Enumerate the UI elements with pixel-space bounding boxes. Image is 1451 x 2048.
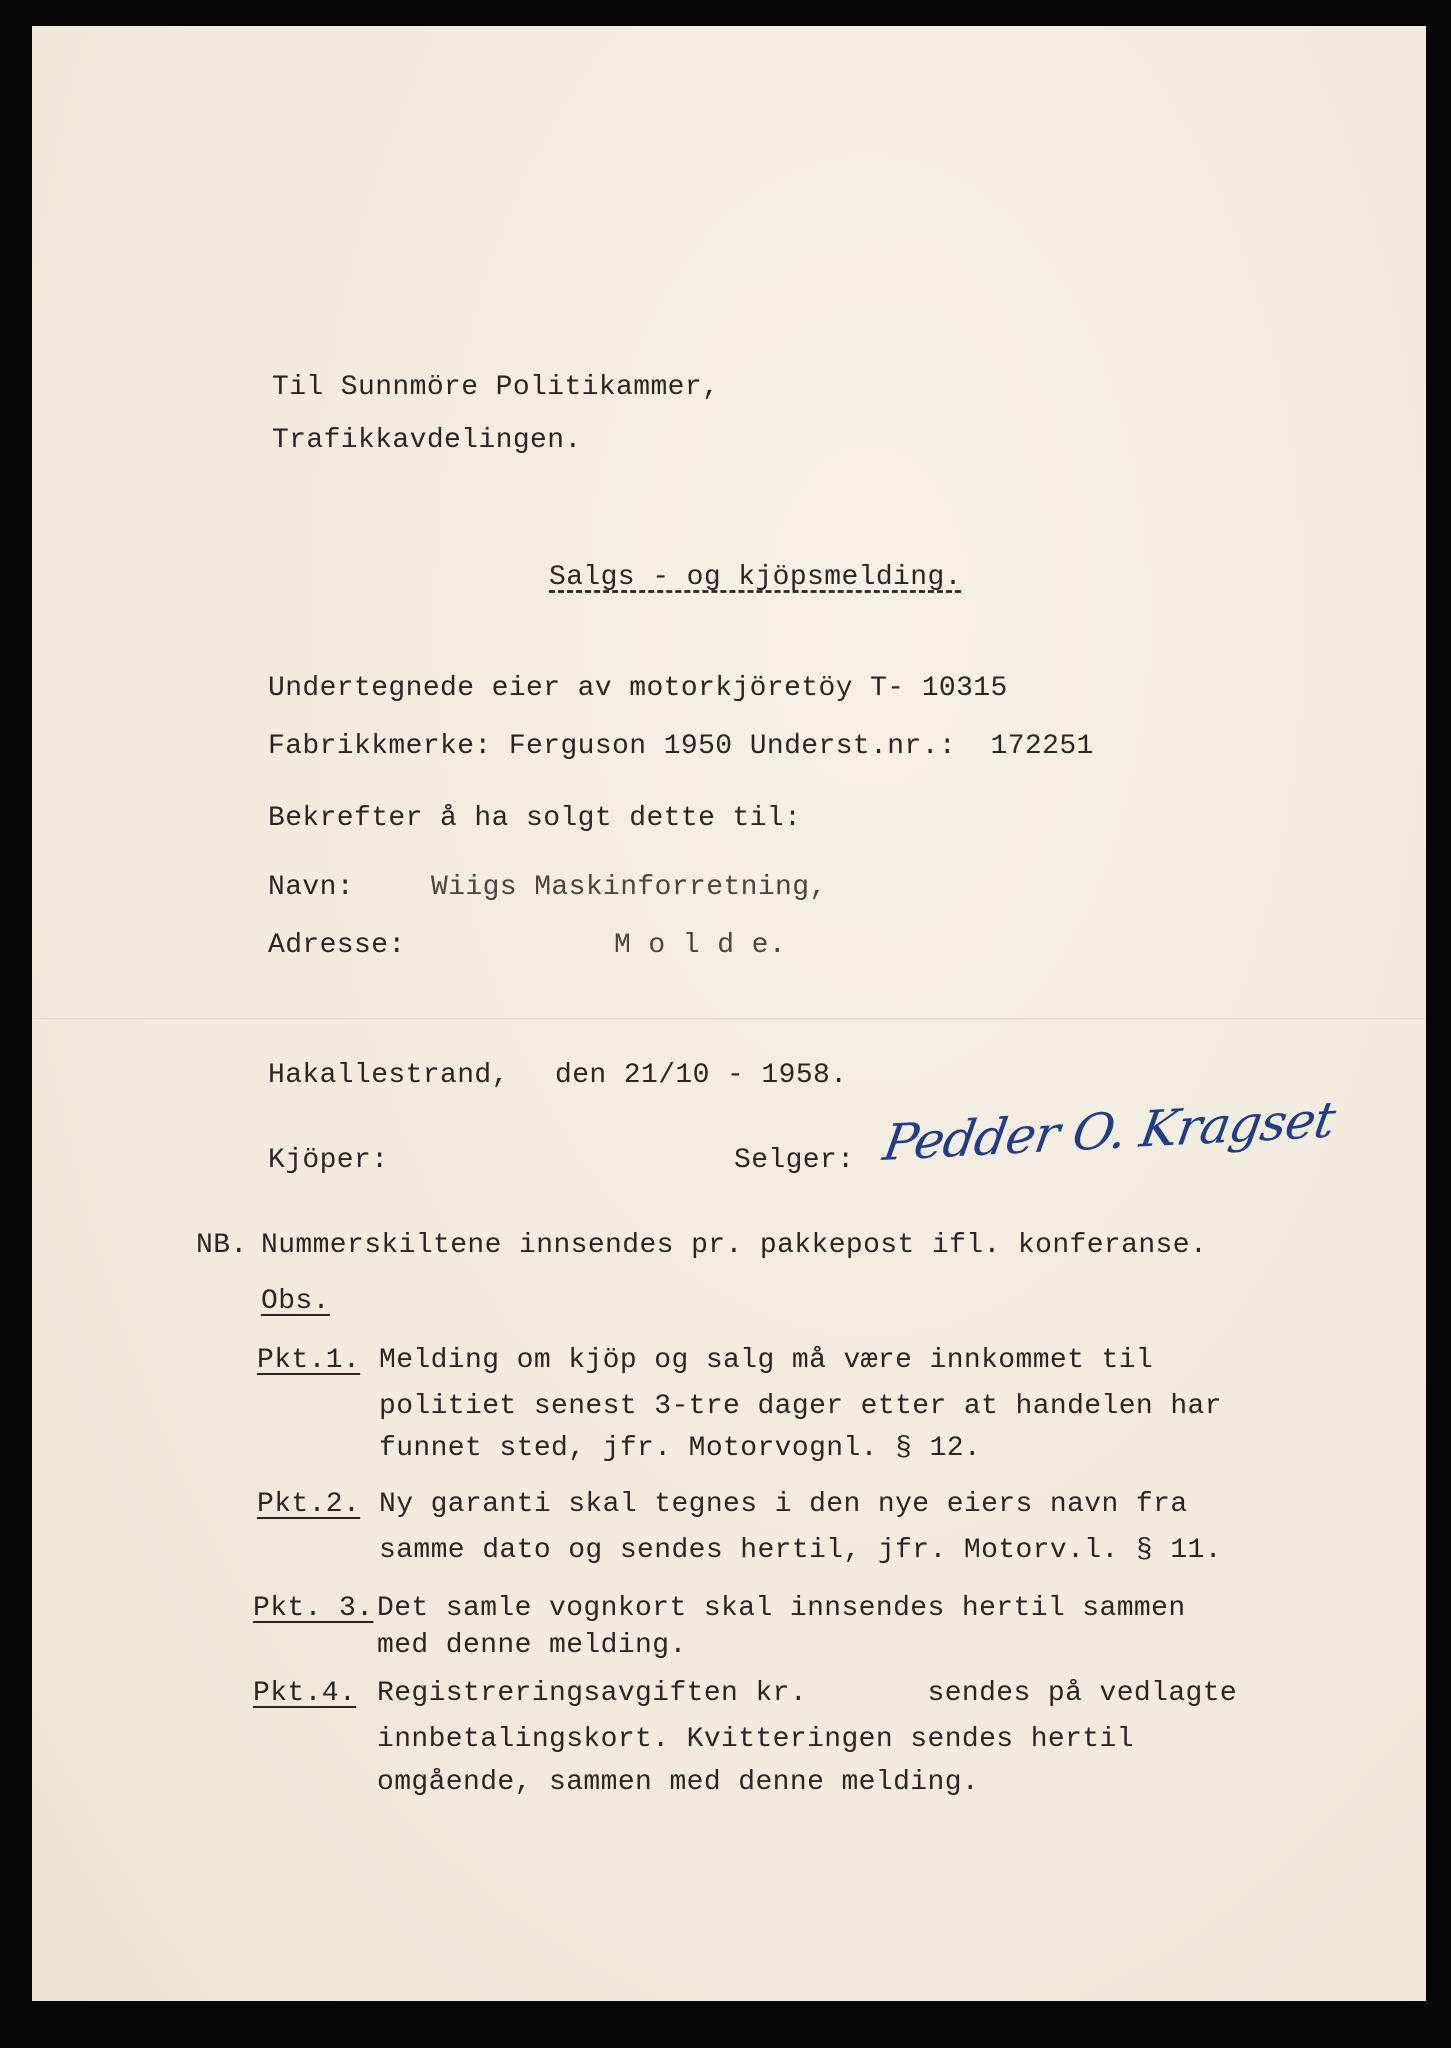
- fold-line: [32, 1018, 1426, 1021]
- point-4-line: omgående, sammen med denne melding.: [377, 1767, 980, 1798]
- place: Hakallestrand,: [268, 1060, 509, 1091]
- point-4-label: Pkt.4.: [253, 1678, 357, 1709]
- address-label: Adresse:: [268, 930, 406, 961]
- point-1-line: politiet senest 3-tre dager etter at handelen har: [379, 1391, 1222, 1422]
- seller-signature: Pedder O. Kragset: [879, 1090, 1339, 1172]
- owner-line: Undertegnede eier av motorkjöretöy T- 10315: [268, 673, 1008, 704]
- address-value: M o l d e.: [614, 930, 787, 961]
- chassis-value: 172251: [990, 731, 1094, 762]
- date: den 21/10 - 1958.: [555, 1060, 848, 1091]
- nb-text: Nummerskiltene innsendes pr. pakkepost ifl. konferanse.: [261, 1230, 1208, 1261]
- point-2-line: Ny garanti skal tegnes i den nye eiers navn fra: [379, 1489, 1188, 1520]
- name-label: Navn:: [268, 872, 355, 903]
- buyer-label: Kjöper:: [268, 1145, 389, 1176]
- point-1-label: Pkt.1.: [257, 1345, 361, 1376]
- confirm-line: Bekrefter å ha solgt dette til:: [268, 803, 802, 834]
- point-3-line: Det samle vognkort skal innsendes hertil sammen: [377, 1593, 1186, 1624]
- point-3-line: med denne melding.: [377, 1630, 687, 1661]
- make-line: [268, 731, 1094, 762]
- nb-label: NB.: [196, 1230, 248, 1261]
- chassis-label: Underst.nr.:: [749, 731, 957, 762]
- point-4-line: Registreringsavgiften kr. sendes på vedlagte: [377, 1678, 1238, 1709]
- recipient-line-1: Til Sunnmöre Politikammer,: [272, 372, 720, 403]
- make-value: Ferguson 1950: [508, 731, 733, 762]
- point-2-label: Pkt.2.: [257, 1489, 361, 1520]
- name-value: Wiigs Maskinforretning,: [431, 872, 827, 903]
- point-1-line: Melding om kjöp og salg må være innkommet til: [379, 1345, 1154, 1376]
- point-1-line: funnet sted, jfr. Motorvognl. § 12.: [379, 1433, 982, 1464]
- point-2-line: samme dato og sendes hertil, jfr. Motorv.l. § 11.: [379, 1535, 1222, 1566]
- document-title: Salgs - og kjöpsmelding.: [549, 562, 962, 593]
- point-4-line: innbetalingskort. Kvitteringen sendes hertil: [377, 1724, 1134, 1755]
- document-page: [32, 26, 1426, 2001]
- point-3-label: Pkt. 3.: [253, 1593, 374, 1624]
- recipient-line-2: Trafikkavdelingen.: [272, 425, 582, 456]
- make-label: Fabrikkmerke:: [268, 731, 492, 762]
- obs-heading: Obs.: [261, 1286, 330, 1317]
- seller-label: Selger:: [734, 1145, 855, 1176]
